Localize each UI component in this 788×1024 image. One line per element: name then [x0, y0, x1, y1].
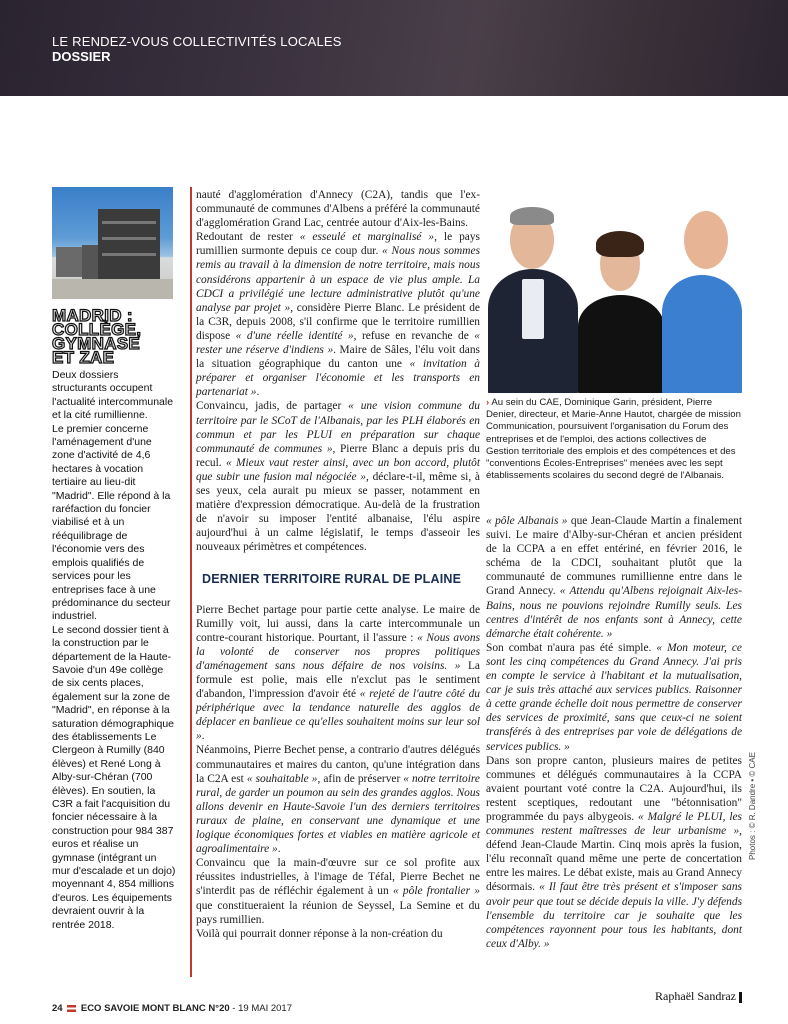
article-byline: Raphaël Sandraz: [600, 989, 742, 1004]
flag-icon: [67, 1005, 76, 1012]
issue-date: 19 MAI 2017: [238, 1003, 292, 1014]
article-paragraph: Pierre Bechet partage pour partie cette analyse. Le maire de Rumilly voit, lui aussi, dans la carte intercommunale un contre-courant historique. Pourtant, il l'assure : « Nous avons la volonté de conserver nos propres politiques d'aménagement sans nous défaire de nos voisins. » La formule est polie, mais elle n'exclut pas le sentiment d'abandon, l'impression d'avoir été « rejeté de l'autre côté du périphérique avec la tendance naturelle des agglos de déplacer en banlieue ce qu'elles souhaitent moins sur leur sol ».: [196, 603, 480, 743]
sidebar-paragraph: Le premier concerne l'aménagement d'une zone d'activité de 4,6 hectares à vocation tertiaire au lieu-dit "Madrid". Elle répond à la raréfaction du foncier viabilisé et à un rééquilibrage de l'économie vers des emplois qualifiés de services pour les entreprises face à une prédominance du secteur industriel.: [52, 422, 171, 623]
article-paragraph: « pôle Albanais » que Jean-Claude Martin a finalement suivi. Le maire d'Alby-sur-Chéran et ancien président de la CCPA a en effet entériné, en février 2016, le schéma de la CDCI, souhaitant plutôt que la communauté de communes rumillienne entre dans le Grand Annecy. « Attendu qu'Albens rejoignait Aix-les-Bains, nous ne pouvions rejoindre Rumilly seuls. Les centres d'intérêt de nos enfants sont à Annecy, cette démarche était cohérente. »: [486, 515, 743, 640]
article-paragraph: Dans son propre canton, plusieurs maires de petites communes et délégués communautaires à la CCPA avaient pourtant voté contre la C2A. Aujourd'hui, ils restent sceptiques, redoutant une "bétonnisation" programmée du pays albygeois. « Malgré le PLUI, les communes restent maîtresses de leur urbanisme », défend Jean-Claude Martin. Cinq mois après la fusion, l'élu reconnaît quand même une perte de concertation entre les maires. Le débat existe, mais au Grand Annecy désormais. « Il faut être très présent et s'imposer sans avoir peur que tout se décide depuis la ville. J'y défends l'ensemble du territoire car je souhaite que les compétences rayonnent pour tous les habitants, dont ceux d'Alby. »: [486, 754, 742, 950]
article-paragraph: Néanmoins, Pierre Bechet pense, a contrario d'autres délégués communautaires et maires du canton, qu'une intégration dans la C2A est « souhaitable », afin de préserver « notre territoire rural, de garder un poumon au sein des grandes agglos. Nous allons devenir en Haute-Savoie l'un des derniers territoires ruraux de plaine, en conservant une dynamique et une logique économiques fortes et viables en matière agricole et agroalimentaire ».: [196, 744, 480, 856]
header-kicker: LE RENDEZ-VOUS COLLECTIVITÉS LOCALES: [52, 34, 342, 49]
article-paragraph: Convaincu que la main-d'œuvre sur ce sol profite aux réussites industrielles, à l'image de Téfal, Pierre Bechet ne s'interdit pas de réfléchir également à un « pôle frontalier » que constitueraient la réunion de Seyssel, La Semine et du pays rumillien.: [196, 857, 480, 926]
college-building-photo: [52, 187, 173, 299]
page-header: [0, 0, 788, 96]
article-paragraph: Son combat n'aura pas été simple. « Mon moteur, ce sont les cinq compétences du Grand Annecy. J'ai pris en compte le service à l'habitant et la mutualisation, car je suis très attaché aux services publics. Raisonner à cette grande échelle doit nous permettre de conserver des services de proximité, sans que ceux-ci ne soient transférés à des entreprises par voie de délégations de services publics. »: [486, 641, 742, 753]
sidebar-paragraph: Le second dossier tient à la construction par le département de la Haute-Savoie d'un 49e collège de six cents places, également sur la zone de "Madrid", en réponse à la saturation démographique des établissements Le Clergeon à Rumilly (840 élèves) et René Long à Alby-sur-Chéran (700 élèves). En soutien, la C3R a fait l'acquisition du foncier nécessaire à la construction pour 984 387 euros et réalise un gymnase (intégrant un mur d'escalade et un dojo) moyennant 4, 854 millions d'euros. Les équipements devraient ouvrir à la rentrée 2018.: [52, 623, 176, 931]
issue-number: N°20: [208, 1003, 230, 1014]
header-section: DOSSIER: [52, 49, 111, 64]
article-paragraph: Convaincu, jadis, de partager « une vision commune du territoire par le SCoT de l'Albanais, par les PLH élaborés en commun et par les PLUI en préparation sur chaque communauté de communes », Pierre Blanc a depuis pris du recul. « Mieux vaut rester ainsi, avec un bon accord, plutôt que subir une fusion mal négociée », déclare-t-il, même si, à ses yeux, cela aurait pu mieux se passer, notamment en matière d'expression démocratique. Au-delà de la frustration de n'avoir su imposer l'entité albanaise, l'élu aspire aujourd'hui à un calme législatif, le temps d'asseoir les nouveaux périmètres et compétences.: [196, 400, 481, 554]
sidebar-title-line: COLLÈGE,: [52, 320, 142, 339]
page-number: 24: [52, 1003, 63, 1014]
sidebar-paragraph: Deux dossiers structurants occupent l'actualité intercommunale et la cité rumillienne.: [52, 369, 174, 422]
article-subheading: DERNIER TERRITOIRE RURAL DE PLAINE: [202, 572, 462, 587]
photo-caption: [486, 397, 742, 482]
article-paragraph: Voilà qui pourrait donner réponse à la non-création du: [196, 927, 443, 940]
cae-team-photo: [486, 187, 742, 393]
article-paragraph: Redoutant de rester « esseulé et marginalisé », le pays rumillien surmonte depuis ce coup dur. « Nous nous sommes remis au travail à la dimension de notre territoire, mais nous considérons appartenir à un espace de vie plus ample. La CDCI a privilégié une lecture administrative plutôt qu'une analyse par projet », considère Pierre Blanc. Le président de la C3R, depuis 2008, s'il confirme que le territoire rumillien dispose « d'une réelle identité », refuse en revanche de « rester une réserve d'indiens ». Maire de Sâles, l'élu voit dans la situation géographique du canton une « invitation à préparer et organiser l'économie et les transports en partenariat ».: [196, 231, 481, 399]
article-column-1: [196, 188, 480, 941]
photo-credit: Photos : © R. Dandre • © CAE: [748, 752, 757, 860]
sidebar-title-line: GYMNASE: [52, 334, 141, 353]
column-divider: [190, 187, 192, 977]
sidebar-text: [52, 369, 176, 932]
caption-text: Au sein du CAE, Dominique Garin, président, Pierre Denier, directeur, et Marie-Anne Hautot, chargée de mission Communication, poursuivent l'organisation du Forum des entreprises et de l'emploi, des actions collectives de Gestion territoriale des emplois et des compétences et des "conventions Écoles-Entreprises" menées avec les sept établissements scolaires du second degré de l'Albanais.: [486, 397, 741, 482]
publication-name: ECO SAVOIE MONT BLANC: [80, 1003, 206, 1014]
sidebar-title-line: MADRID :: [52, 306, 133, 325]
caption-marker: ›: [486, 397, 490, 408]
page-footer: 24 ECO SAVOIE MONT BLANC N°20 - 19 MAI 2017: [52, 1003, 292, 1014]
sidebar-box: [52, 187, 176, 932]
sidebar-title-line: ET ZAE: [52, 348, 115, 367]
sidebar-title: [52, 306, 176, 367]
article-paragraph: nauté d'agglomération d'Annecy (C2A), tandis que l'ex-communauté de communes d'Albens a préféré la communauté d'agglomération Grand Lac, centrée autour d'Aix-les-Bains.: [196, 189, 480, 230]
article-column-2: [486, 514, 742, 951]
